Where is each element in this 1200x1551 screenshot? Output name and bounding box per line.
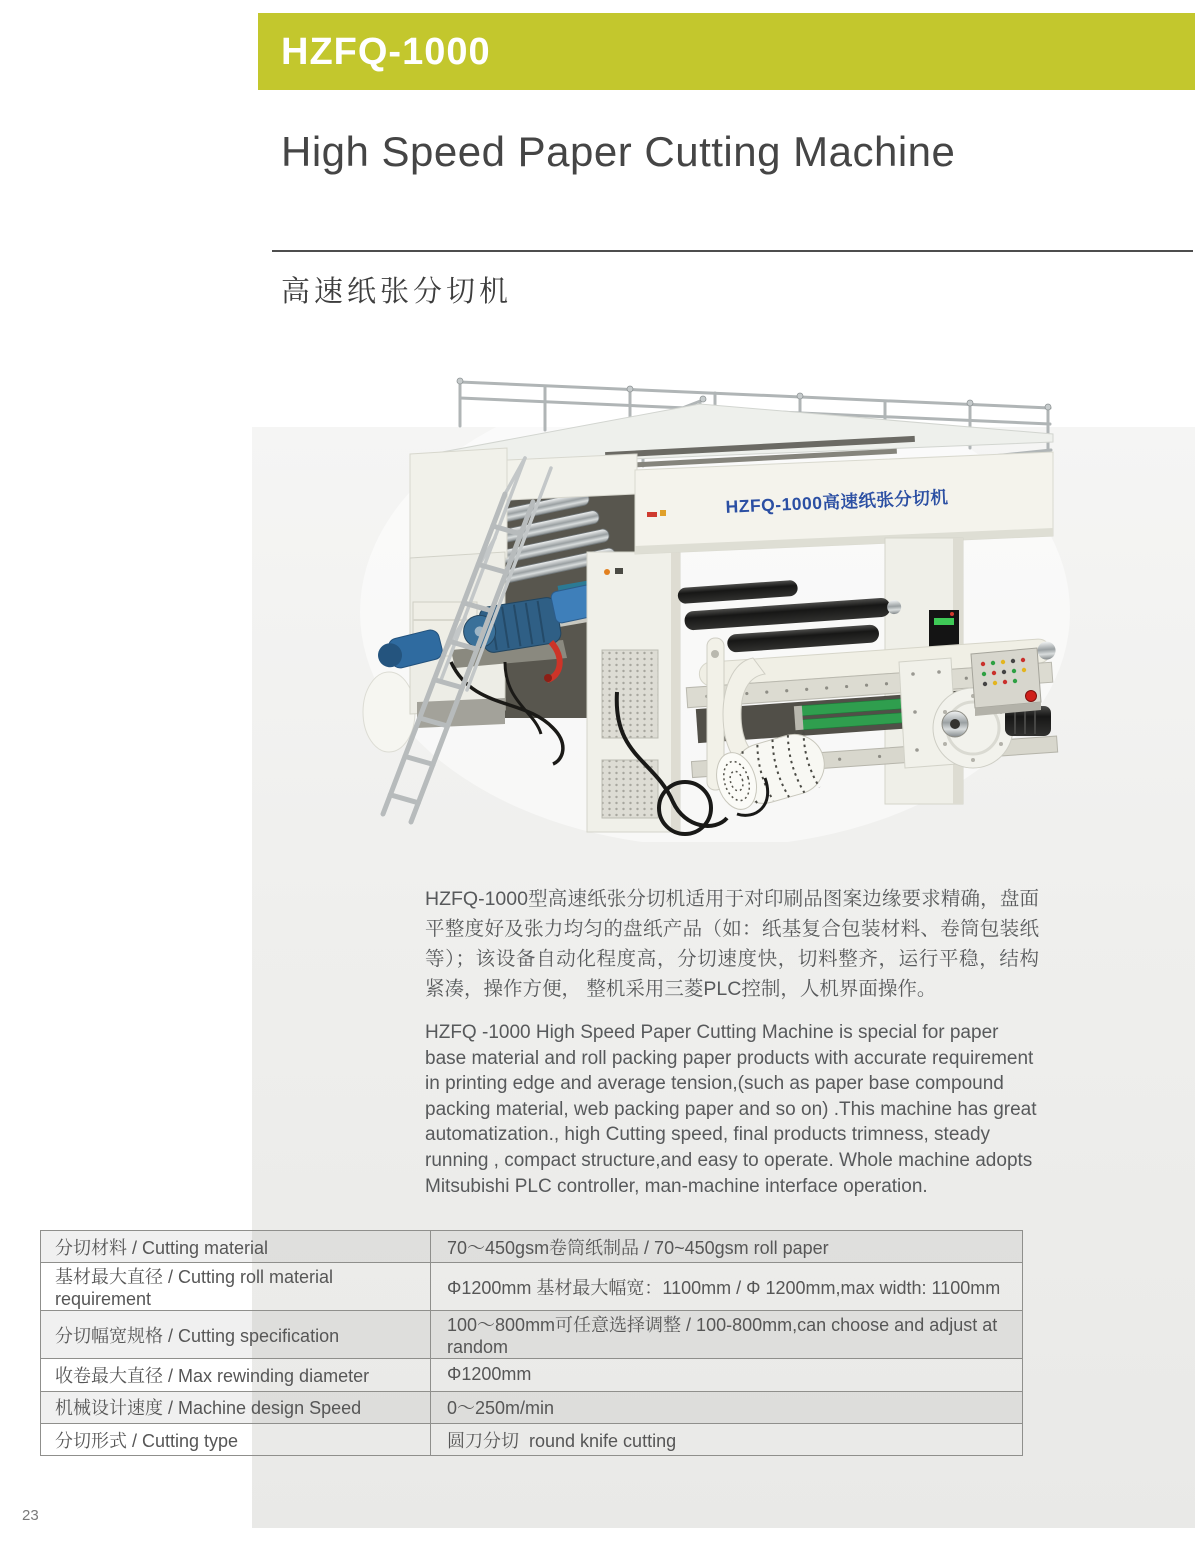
paper-roll	[363, 672, 415, 752]
page-number: 23	[22, 1507, 39, 1524]
model-banner	[258, 13, 1195, 90]
upper-band	[507, 454, 637, 500]
vent-grill	[602, 650, 658, 738]
control-panel	[971, 648, 1041, 716]
emergency-stop-button	[1026, 691, 1037, 702]
page-title-zh: 高速纸张分切机	[281, 276, 513, 308]
page-title-en: High Speed Paper Cutting Machine	[281, 128, 956, 175]
description-zh: HZFQ-1000型高速纸张分切机适用于对印刷品图案边缘要求精确，盘面平整度好及张力均匀的盘纸产品（如：纸基复合包装材料、卷筒包装纸等）；该设备自动化程度高，分切速度快，切料整齐，运行平稳，结构紧凑，操作方便， 整机采用三菱PLC控制，人机界面操作。	[425, 887, 1039, 1000]
spec-row	[41, 1231, 1023, 1263]
control-display	[929, 610, 959, 650]
spec-value-cell: 70～450gsm卷筒纸制品 / 70~450gsm roll paper	[431, 1231, 1023, 1263]
spec-value-cell: Φ1200mm 基材最大幅宽：1100mm / Φ 1200mm,max width: 1100mm	[431, 1263, 1023, 1311]
spec-row	[41, 1391, 1023, 1423]
spec-value-cell: 圆刀分切 round knife cutting	[431, 1423, 1023, 1455]
model-number: HZFQ-1000	[281, 31, 491, 73]
spec-label-cell: 机械设计速度 / Machine design Speed	[41, 1391, 431, 1423]
spec-row	[41, 1263, 1023, 1311]
spec-value-cell: 100～800mm可任意选择调整 / 100-800mm,can choose and adjust at random	[431, 1311, 1023, 1359]
spec-label-cell: 分切幅宽规格 / Cutting specification	[41, 1311, 431, 1359]
spec-label-cell: 分切材料 / Cutting material	[41, 1231, 431, 1263]
machine-label: HZFQ-1000高速纸张分切机	[725, 487, 949, 517]
spec-row	[41, 1423, 1023, 1455]
spec-label-cell: 分切形式 / Cutting type	[41, 1423, 431, 1455]
spec-label-cell: 基材最大直径 / Cutting roll material requirement	[41, 1263, 431, 1311]
spec-label-cell: 收卷最大直径 / Max rewinding diameter	[41, 1359, 431, 1391]
machine-photo	[355, 362, 1075, 842]
spec-row	[41, 1311, 1023, 1359]
description-en: HZFQ -1000 High Speed Paper Cutting Machine is special for paper base material and roll packing paper products with accurate requirement in printing edge and average tension,(such as paper base compound packing material, web packing paper and so on) .This machine has great automatization., high Cutting speed, final products trimness, steady running , compact structure,and easy to operate. Whole machine adopts Mitsubishi PLC controller, man-machine interface operation.	[425, 1022, 1037, 1197]
spec-value-cell: Φ1200mm	[431, 1359, 1023, 1391]
title-divider	[272, 250, 1193, 252]
spec-row	[41, 1359, 1023, 1391]
spec-value-cell: 0～250m/min	[431, 1391, 1023, 1423]
specs-table	[40, 1230, 1023, 1456]
